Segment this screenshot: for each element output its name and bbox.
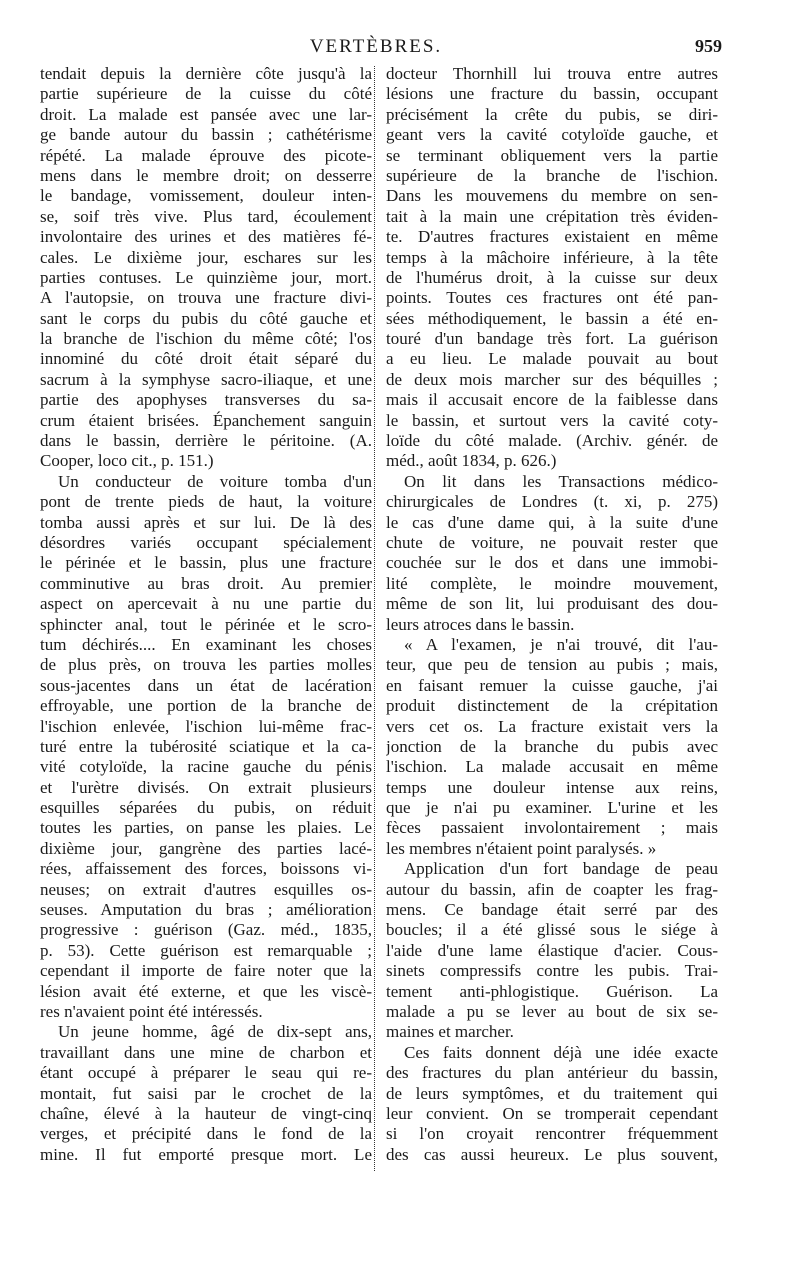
text-line: involontaire des urines et des matières fé- [40,227,372,247]
text-line: étant occupé à préparer le seau qui re- [40,1063,372,1083]
text-line: l'ischion. La malade accusait en même [386,757,718,777]
text-line: répété. La malade éprouve des picote- [40,145,372,165]
text-line: les membres n'étaient point paralysés. » [386,838,657,858]
text-line: aspect on apercevait à nu une partie du [40,594,372,614]
text-line: précisément la crête du pubis, se diri- [386,104,718,124]
text-line: la branche de l'ischion du même côté; l'os [40,329,372,349]
text-line: tait à la main une crépitation très éviden- [386,206,718,226]
text-line: Dans les mouvemens du membre on sen- [386,186,718,206]
text-line: maines et marcher. [386,1022,514,1042]
text-line: en faisant remuer la cuisse gauche, j'ai [386,675,718,695]
text-line: p. 53). Cette guérison est remarquable ; [40,940,372,960]
text-line: de leurs symptômes, et du traitement qui [386,1083,718,1103]
text-line: On lit dans les Transactions médico- [404,471,718,491]
text-line: vers cet os. La fracture existait vers la [386,716,718,736]
text-line: loïde du côté malade. (Archiv. génér. de [386,431,718,451]
text-line: Application d'un fort bandage de peau [404,859,718,879]
text-line: turé entre la tubérosité sciatique et la ca- [40,736,372,756]
text-line: lésions une fracture du bassin, occupant [386,84,718,104]
left-column [40,64,372,1165]
text-line: le cas d'une dame qui, à la suite d'une [386,512,718,532]
text-line: mens. Ce bandage était serré par des [386,900,718,920]
text-line: mine. Il fut emporté presque mort. Le [40,1144,372,1164]
text-line: Un conducteur de voiture tomba d'un [58,471,372,491]
text-line: jonction de la branche du pubis avec [386,736,718,756]
text-line: de l'humérus droit, à la cuisse sur deux [386,267,718,287]
text-line: désordres variés occupant spécialement [40,532,372,552]
text-line: lité complète, le moindre mouvement, [386,573,718,593]
text-line: leur convient. On se tromperait cependant [386,1103,718,1123]
text-line: ge bande autour du bassin ; cathétérisme [40,125,372,145]
text-line: de plus près, on trouva les parties molles [40,655,372,675]
text-line: verges, et précipité dans le fond de la [40,1124,372,1144]
text-line: l'aide d'une lame élastique d'acier. Cous- [386,940,718,960]
text-line: lésion avait été externe, et que les viscè- [40,981,372,1001]
text-line: toutes les parties, on panse les plaies. Le [40,818,372,838]
text-line: a eu lieu. Le malade pouvait au bout [386,349,718,369]
text-line: chaîne, élevé à la hauteur de vingt-cinq [40,1103,372,1123]
text-line: mens dans le membre droit; on desserre [40,165,372,185]
text-line: fèces passaient involontairement ; mais [386,818,718,838]
text-line: Ces faits donnent déjà une idée exacte [404,1042,718,1062]
text-line: sinets compressifs contre les pubis. Trai- [386,961,718,981]
text-line: sant le corps du pubis du côté gauche et [40,308,372,328]
text-line: Un jeune homme, âgé de dix-sept ans, [58,1022,372,1042]
text-line: leurs atroces dans le bassin. [386,614,575,634]
text-line: que je n'ai pu examiner. L'urine et les [386,798,718,818]
text-line: couchée sur le dos et dans une immobi- [386,553,718,573]
text-line: mais il accusait encore de la faiblesse dans [386,390,718,410]
text-line: points. Toutes ces fractures ont été pan- [386,288,718,308]
text-line: montait, fut saisi par le crochet de la [40,1083,372,1103]
text-line: sphincter anal, tout le périnée et le scro- [40,614,372,634]
text-line: vité cotyloïde, la racine gauche du pénis [40,757,372,777]
text-line: seuses. Amputation du bras ; amélioration [40,900,372,920]
text-line: Cooper, loco cit., p. 151.) [40,451,214,471]
text-line: progressive : guérison (Gaz. méd., 1835, [40,920,372,940]
text-line: travaillant dans une mine de charbon et [40,1042,372,1062]
text-line: l'ischion enlevée, l'ischion lui-même frac- [40,716,372,736]
page-number: 959 [695,36,722,56]
text-line: produit distinctement de la crépitation [386,696,718,716]
text-line: se, soif très vive. Plus tard, écoulement [40,206,372,226]
column-divider [374,66,375,1171]
text-line: te. D'autres fractures existaient en même [386,227,718,247]
text-line: rées, affaissement des forces, boissons vi- [40,859,372,879]
text-line: sées méthodiquement, le bassin a été en- [386,308,718,328]
text-line: cales. Le dixième jour, eschares sur les [40,247,372,267]
text-line: innominé du côté droit était séparé du [40,349,372,369]
text-line: tum déchirés.... En examinant les choses [40,634,372,654]
text-line: des cas aussi heureux. Le plus souvent, [386,1144,718,1164]
text-line: tomba aussi après et sur lui. De là des [40,512,372,532]
text-line: chirurgicales de Londres (t. xi, p. 275) [386,492,718,512]
text-line: temps à la mâchoire inférieure, à la tête [386,247,718,267]
text-line: le bassin, et surtout vers la cavité coty- [386,410,718,430]
text-line: malade a pu se lever au bout de six se- [386,1001,718,1021]
text-line: chute de voiture, ne pouvait rester que [386,532,718,552]
text-line: « A l'examen, je n'ai trouvé, dit l'au- [404,634,718,654]
text-line: cependant il importe de faire noter que la [40,961,372,981]
text-line: neuses; on extrait d'autres esquilles os- [40,879,372,899]
text-line: dixième jour, gangrène des parties lacé- [40,838,372,858]
text-line: pont de trente pieds de haut, la voiture [40,492,372,512]
text-line: autour du bassin, afin de coapter les frag- [386,879,718,899]
text-line: crum étaient brisées. Épanchement sanguin [40,410,372,430]
text-line: dans le bassin, derrière le péritoine. (A. [40,431,372,451]
text-line: méd., août 1834, p. 626.) [386,451,557,471]
text-line: tendait depuis la dernière côte jusqu'à la [40,64,372,83]
text-line: de deux mois marcher sur des béquilles ; [386,369,718,389]
right-column [386,64,718,1165]
running-title: VERTÈBRES. [309,36,443,57]
text-line: sous-jacentes dans un état de lacération [40,675,372,695]
text-line: comminutive au bras droit. Au premier [40,573,372,593]
text-line: esquilles séparées du pubis, on réduit [40,798,372,818]
text-line: geant vers la cavité cotyloïde gauche, et [386,125,718,145]
page-header [30,36,722,66]
text-line: touré d'un bandage très fort. La guérison [386,329,718,349]
text-line: effroyable, une portion de la branche de [40,696,372,716]
text-line: partie supérieure de la cuisse du côté [40,84,372,104]
text-line: temps une douleur intense aux reins, [386,777,718,797]
text-line: docteur Thornhill lui trouva entre autres [386,64,718,83]
text-line: si l'on croyait rencontrer fréquemment [386,1124,718,1144]
text-line: des fractures du plan antérieur du bassin, [386,1063,718,1083]
text-line: boucles; il a été glissé sous le siége à [386,920,718,940]
text-line: se terminant obliquement vers la partie [386,145,718,165]
text-line: A l'autopsie, on trouva une fracture divi- [40,288,372,308]
text-line: supérieure de la branche de l'ischion. [386,165,718,185]
text-line: res n'avaient point été intéressés. [40,1001,263,1021]
text-line: parties contuses. Le quinzième jour, mort. [40,267,372,287]
text-line: droit. La malade est pansée avec une lar- [40,104,372,124]
text-line: sacrum à la symphyse sacro-iliaque, et une [40,369,372,389]
text-line: teur, que peu de tension au pubis ; mais, [386,655,718,675]
text-line: le bandage, vomissement, douleur inten- [40,186,372,206]
text-line: tement anti-phlogistique. Guérison. La [386,981,718,1001]
text-line: même de son lit, lui produisant des dou- [386,594,718,614]
text-line: et l'urètre divisés. On extrait plusieurs [40,777,372,797]
text-line: partie des apophyses transverses du sa- [40,390,372,410]
text-line: le périnée et le bassin, plus une fracture [40,553,372,573]
